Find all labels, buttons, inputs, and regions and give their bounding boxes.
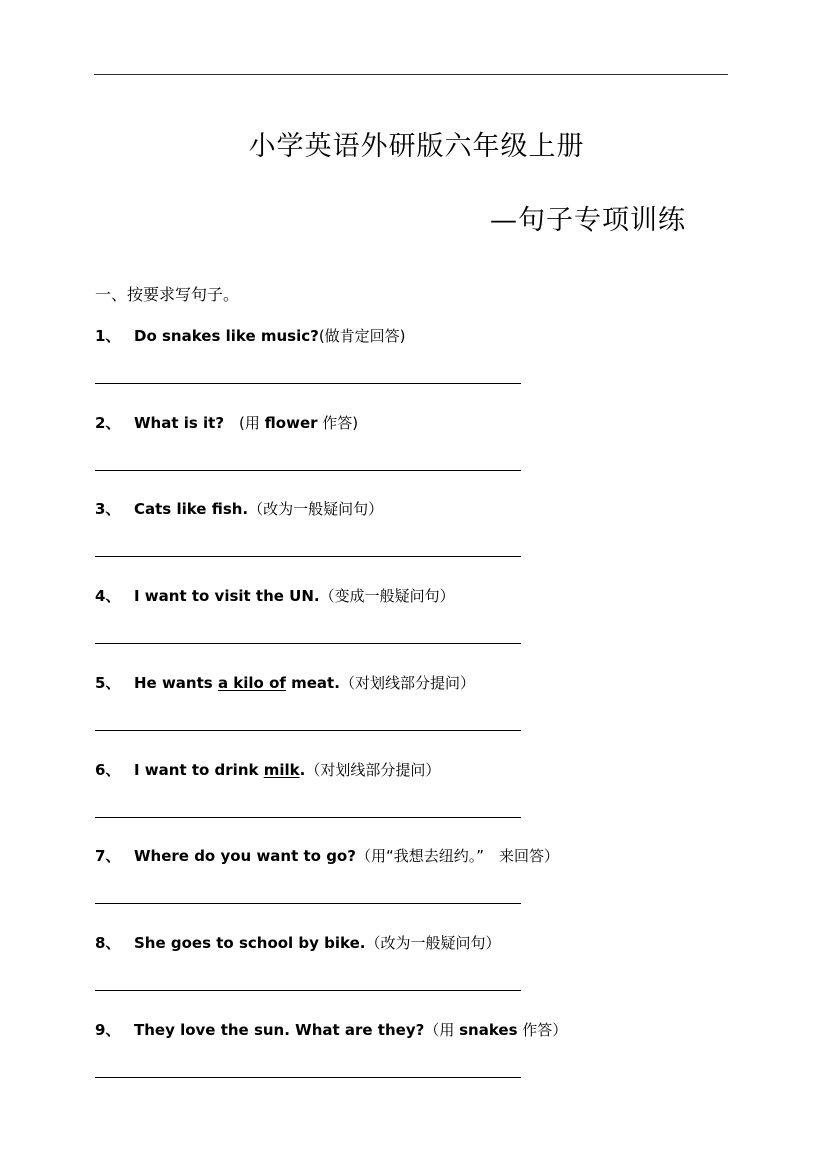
question-6 [95, 759, 440, 781]
question-number: 9、 [95, 1020, 121, 1039]
instruction-text: （改为一般疑问句） [365, 933, 501, 952]
header-rule [94, 74, 728, 75]
instruction-text: （对划线部分提问） [339, 673, 475, 692]
sentence-text: They love the sun. What are they? [134, 1020, 425, 1039]
sentence-text: meat. [285, 673, 340, 692]
sentence-text: I want to drink [134, 760, 264, 779]
question-9 [95, 1019, 567, 1041]
sentence-text: flower [264, 413, 318, 432]
instruction-text: 作答) [317, 413, 359, 432]
instruction-text: 作答） [517, 1020, 568, 1039]
answer-line[interactable] [95, 383, 521, 384]
instruction-text: （对划线部分提问） [305, 760, 441, 779]
question-number: 7、 [95, 847, 121, 866]
question-1 [95, 325, 406, 347]
question-number: 5、 [95, 673, 121, 692]
instruction-text: （变成一般疑问句） [319, 587, 455, 606]
instruction-text: （用“我想去纽约。” 来回答） [355, 847, 559, 866]
answer-line[interactable] [95, 1077, 521, 1078]
question-number: 6、 [95, 760, 121, 779]
question-3 [95, 498, 383, 520]
sentence-text: . [299, 760, 306, 779]
answer-line[interactable] [95, 556, 521, 557]
sentence-text: Cats like fish. [134, 500, 249, 519]
instruction-text: （改为一般疑问句） [248, 500, 384, 519]
underlined-text: milk [263, 760, 300, 779]
question-8 [95, 932, 501, 954]
question-number: 8、 [95, 933, 121, 952]
instruction-text: (用 [224, 413, 265, 432]
sentence-text: Do snakes like music? [134, 327, 319, 345]
sentence-text: She goes to school by bike. [134, 933, 366, 952]
page-title [0, 124, 827, 163]
page-subtitle: —句子专项训练 [490, 205, 686, 236]
question-7 [95, 845, 559, 867]
question-number: 2、 [95, 413, 121, 432]
question-5 [95, 672, 475, 694]
page-title-text: 小学英语外研版六年级上册 [248, 131, 585, 162]
underlined-text: a kilo of [217, 673, 286, 692]
question-number: 3、 [95, 500, 121, 519]
question-number: 4、 [95, 587, 121, 606]
question-4 [95, 585, 455, 607]
answer-line[interactable] [95, 470, 521, 471]
section-heading: 一、按要求写句子。 [95, 285, 240, 304]
answer-line[interactable] [95, 730, 521, 731]
answer-line[interactable] [95, 903, 521, 904]
sentence-text: He wants [134, 673, 218, 692]
instruction-text: (做肯定回答) [318, 327, 406, 345]
sentence-text: I want to visit the UN. [134, 587, 320, 606]
sentence-text: What is it? [134, 413, 225, 432]
answer-line[interactable] [95, 817, 521, 818]
question-number: 1、 [95, 327, 121, 345]
sentence-text: Where do you want to go? [134, 847, 356, 866]
answer-line[interactable] [95, 643, 521, 644]
answer-line[interactable] [95, 990, 521, 991]
sentence-text: snakes [459, 1020, 518, 1039]
question-2 [95, 412, 358, 434]
instruction-text: （用 [424, 1020, 460, 1039]
